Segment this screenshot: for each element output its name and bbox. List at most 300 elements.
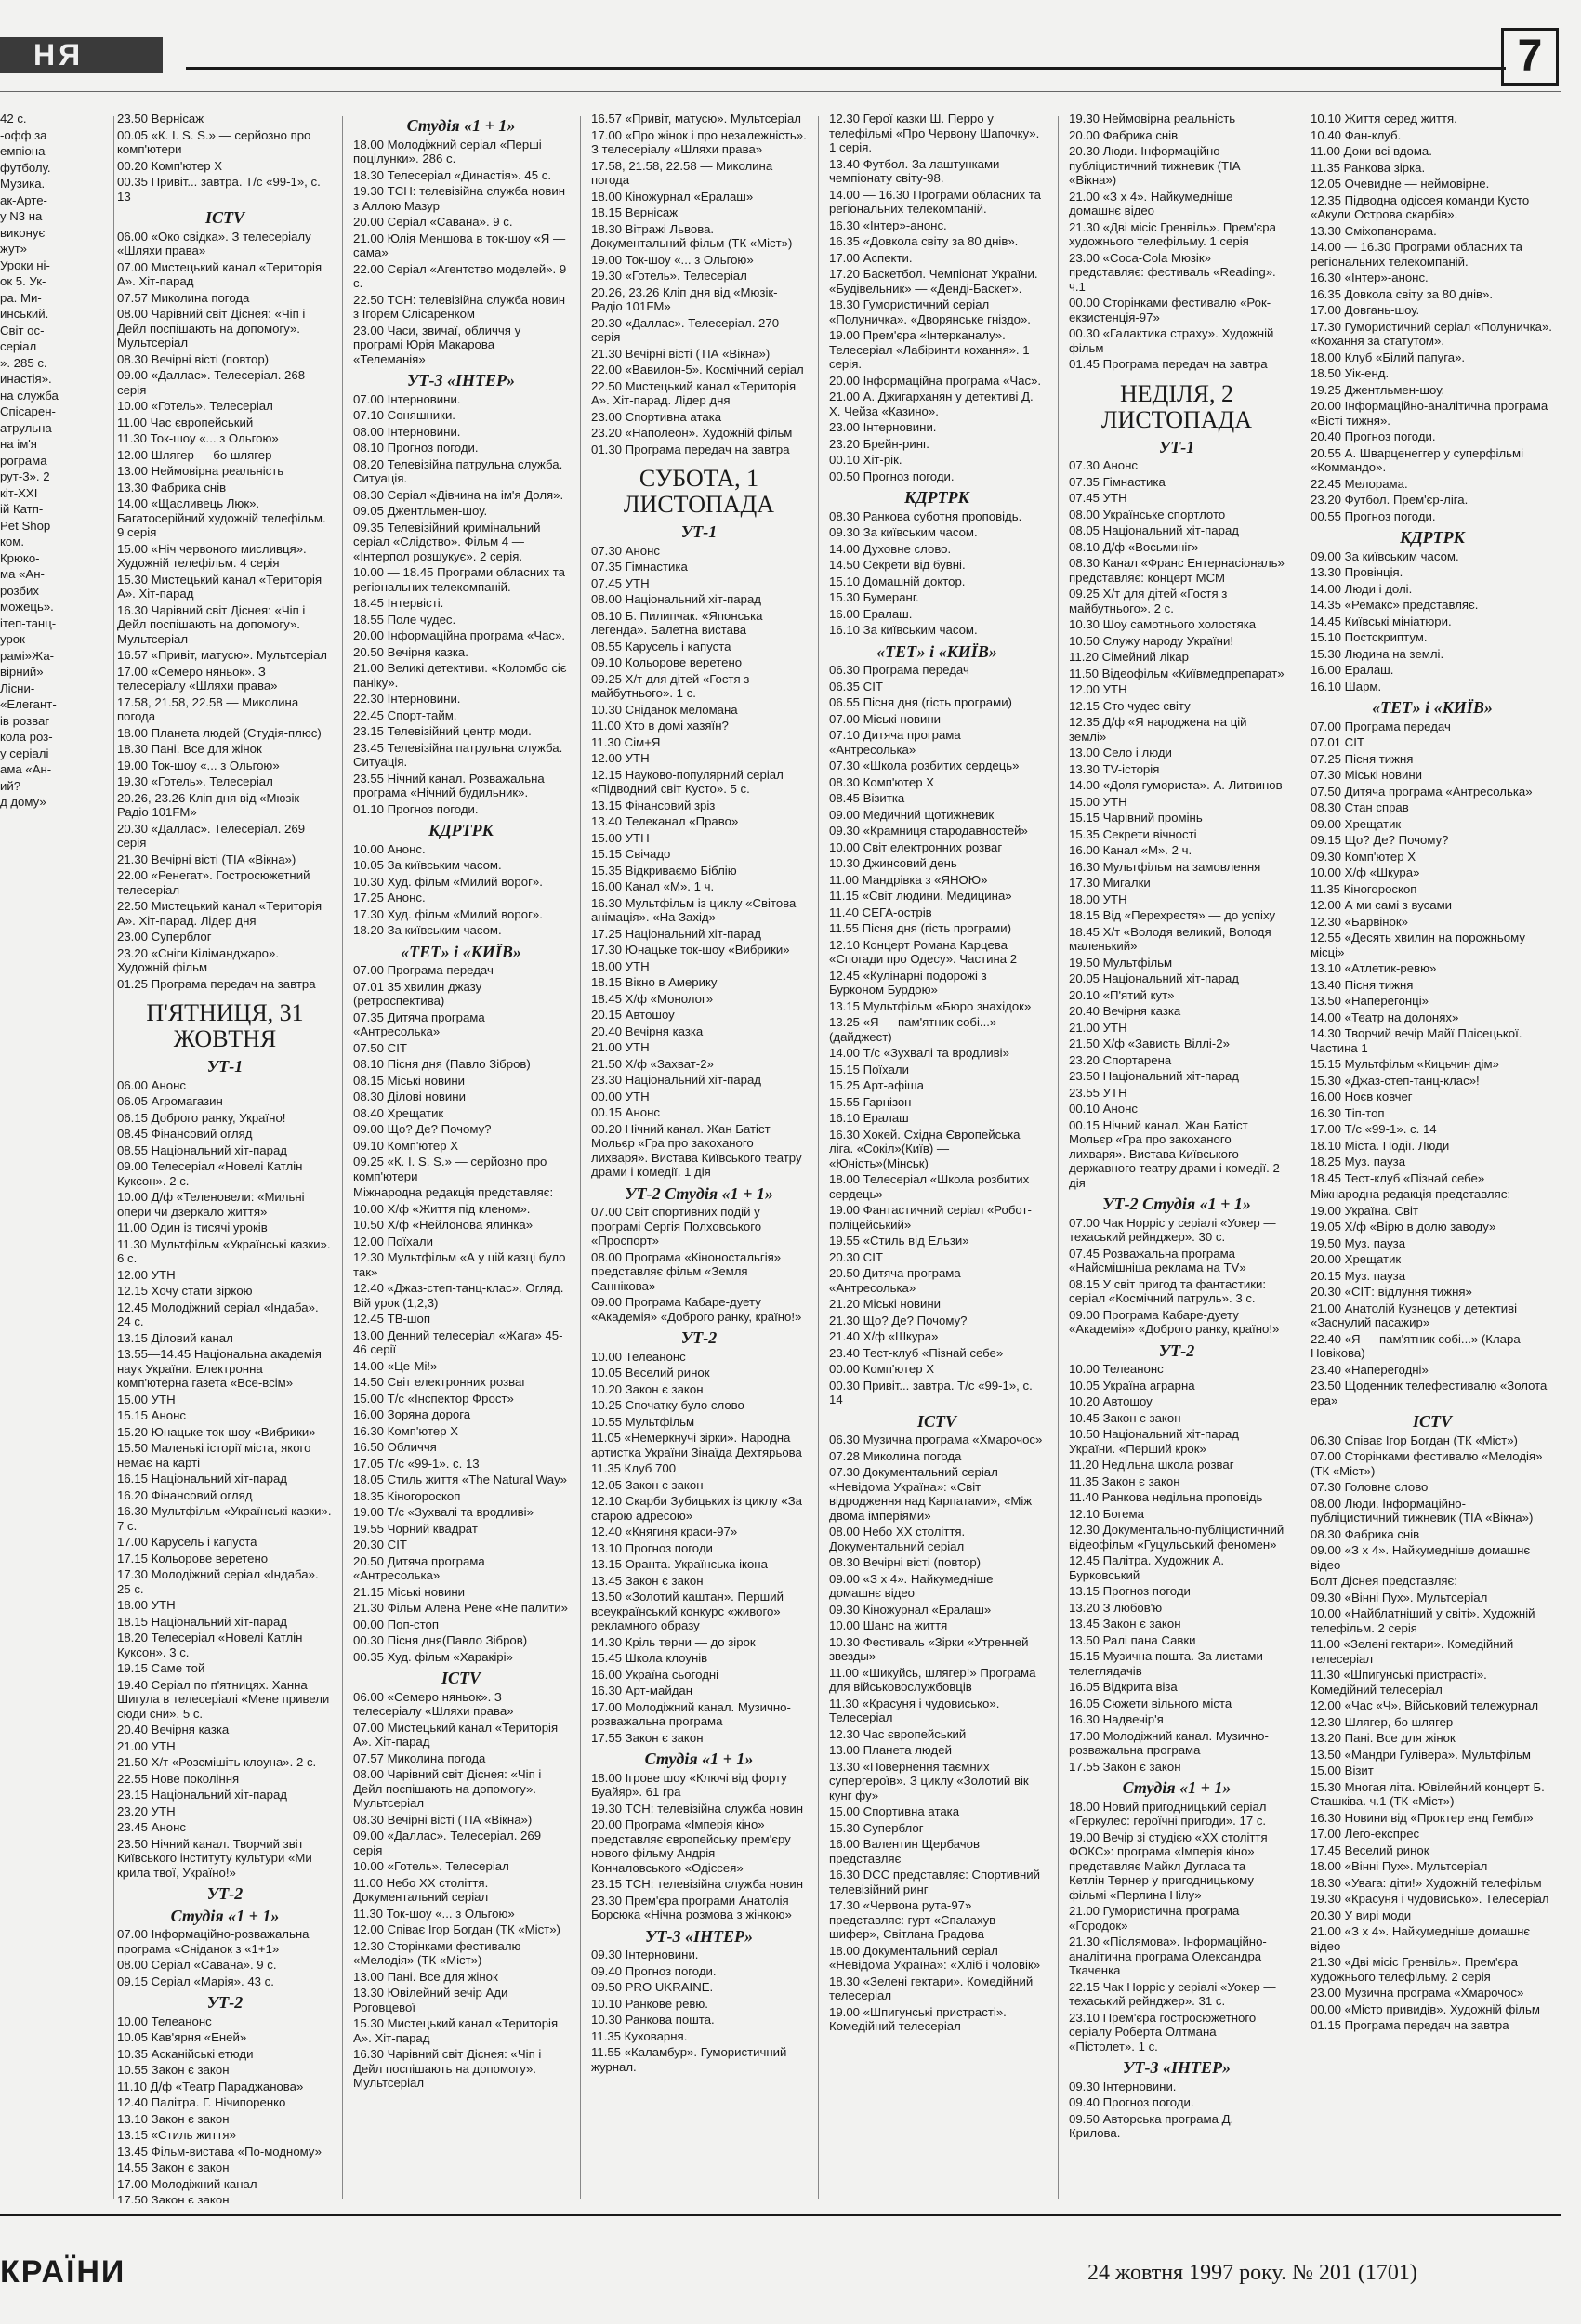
channel-heading: УТ-3 «ІНТЕР» — [644, 1926, 753, 1946]
listing-entry: 17.00 Аспекти. — [829, 250, 913, 265]
channel-heading: ICTV — [916, 1411, 956, 1431]
listing-entry: 20.00 Фабрика снів — [1069, 127, 1179, 142]
listing-entry: 17.00 Т/с «99-1». с. 14 — [1311, 1122, 1437, 1136]
listing-entry: 23.45 Телевізійна патрульна служба. Ситуація. — [353, 740, 563, 769]
listing-entry: 15.35 Секрети вічності — [1069, 826, 1197, 841]
schedule-column — [591, 112, 807, 2203]
channel-heading: ICTV — [204, 208, 244, 227]
listing-entry: 00.30 Привіт... завтра. Т/с «99-1», с. 14 — [829, 1378, 1033, 1406]
listing-entry: 07.30 Документальний серіал «Невідома Україна»: «Світ відродження над Карпатами», «Між двома імперіями» — [829, 1465, 1033, 1523]
listing-entry: 07.35 Гімнастика — [1069, 474, 1166, 489]
listing-entry: 10.30 Джинсовий день — [829, 856, 957, 870]
listing-entry: 23.55 УТН — [1069, 1085, 1127, 1100]
listing-entry: 15.00 УТН — [1069, 794, 1127, 809]
listing-entry: 22.50 ТСН: телевізійна служба новин з Ігорем Слісаренком — [353, 292, 565, 321]
listing-entry: 08.30 Ранкова суботня проповідь. — [829, 508, 1022, 523]
listing-entry: 13.40 Пісня тижня — [1311, 977, 1414, 992]
listing-entry: 08.45 Фінансовий огляд — [117, 1127, 253, 1141]
channel-heading: КДРТРК — [428, 821, 494, 839]
listing-entry: 16.00 Україна сьогодні — [591, 1667, 719, 1682]
listing-entry: 12.05 Закон є закон — [591, 1477, 704, 1492]
listing-entry: 00.20 Нічний канал. Жан Батіст Мольєр «Гра про закоханого лихваря». Вистава Київського театру драми і комедії. 1 дія — [591, 1121, 802, 1179]
listing-entry: 16.30 Комп'ютер Х — [353, 1423, 459, 1438]
listing-entry: 10.55 Закон є закон — [117, 2063, 230, 2077]
listing-entry: 15.15 Музична пошта. За листами телеглядачів — [1069, 1649, 1263, 1678]
listing-entry: 13.30 «Повернення таємних супергероїв». З циклу «Золотий вік кунг фу» — [829, 1759, 1029, 1802]
listing-entry: 00.00 УТН — [591, 1089, 650, 1103]
listing-entry: 15.30 Мистецький канал «Територія А». Хіт-парад — [117, 572, 323, 601]
listing-entry: 19.30 «Красуня і чудовисько». Телесеріал — [1311, 1892, 1549, 1906]
listing-entry: 08.30 Вечірні вісті (повтор) — [829, 1555, 982, 1569]
listing-entry: 21.00 «З х 4». Найкумедніше домашнє відео — [1311, 1924, 1531, 1953]
listing-entry: 23.30 Прем'єра програми Анатолія Борсюка «Нічна розмова з жінкою» — [591, 1893, 792, 1921]
listing-entry: 20.50 Вечірня казка. — [353, 644, 468, 659]
listing-entry: 15.25 Арт-афіша — [829, 1078, 924, 1092]
listing-entry: 06.00 Анонс — [117, 1077, 186, 1092]
listing-entry: 00.15 Анонс — [591, 1105, 660, 1119]
channel-heading: УТ-2 Студія «1 + 1» — [625, 1183, 773, 1203]
listing-entry: 14.45 Київські мініатюри. — [1311, 614, 1452, 628]
listing-entry: 07.30 «Школа розбитих сердець» — [829, 759, 1020, 772]
column-rule — [818, 116, 819, 2199]
listing-entry: 12.55 «Десять хвилин на порожньому місці» — [1311, 931, 1525, 959]
listing-entry: 18.00 Новий пригодницький серіал «Геркулес: героїчні пригоди». 17 с. — [1069, 1799, 1267, 1828]
listing-entry: 42 с. — [0, 112, 27, 125]
listing-entry: 20.00 Інформаційно-аналітична програма «Вісті тижня». — [1311, 399, 1548, 428]
listing-entry: 09.00 «З х 4». Найкумедніше домашнє відео — [1311, 1543, 1531, 1572]
listing-entry: 07.00 Чак Норріс у серіалі «Уокер — техаський рейнджер». 30 с. — [1069, 1215, 1276, 1244]
listing-entry: 21.00 УТН — [1069, 1020, 1127, 1035]
listing-entry: 12.30 Шлягер, бо шлягер — [1311, 1714, 1454, 1729]
listing-entry: 07.35 Гімнастика — [591, 560, 688, 574]
listing-entry: ій Катп- — [0, 502, 44, 516]
listing-entry: 10.30 Фестиваль «Зірки «Утренней звезды» — [829, 1634, 1029, 1663]
listing-entry: 16.30 Надвечір'я — [1069, 1712, 1164, 1726]
listing-entry: ра. Ми- — [0, 290, 42, 305]
listing-entry: 10.50 Х/ф «Нейлонова ялинка» — [353, 1218, 534, 1232]
listing-entry: 10.00 Світ електронних розваг — [829, 839, 1003, 854]
channel-heading: Студія «1 + 1» — [1122, 1778, 1232, 1797]
channel-heading: УТ-2 — [1158, 1340, 1195, 1360]
listing-entry: 11.00 «Шикуйсь, шлягер!» Програма для військовослужбовців — [829, 1665, 1036, 1694]
listing-entry: ів розваг — [0, 713, 50, 728]
listing-entry: 16.05 Сюжети вільного міста — [1069, 1696, 1232, 1710]
listing-entry: 12.40 «Джаз-степ-танц-клас». Огляд. Вій урок (1,2,3) — [353, 1281, 564, 1310]
listing-entry: 09.35 Телевізійний кримінальний серіал «Слідство». Фільм 4 — «Інтерпол розшукує». 2 серія. — [353, 520, 541, 563]
listing-entry: 13.15 «Стиль життя» — [117, 2128, 236, 2142]
listing-entry: 21.00 А. Джигарханян у детективі Д. Х. Чейза «Казино». — [829, 390, 1034, 418]
day-heading: СУБОТА, 1 ЛИСТОПАДА — [623, 465, 775, 518]
listing-entry: 10.00 Телеанонс — [1069, 1362, 1164, 1376]
listing-entry: 12.00 Співає Ігор Богдан (ТК «Міст») — [353, 1922, 560, 1936]
listing-entry: 08.00 Люди. Інформаційно-публіцистичний тижневик (ТІА «Вікна») — [1311, 1496, 1534, 1525]
listing-entry: 23.50 Вернісаж — [117, 112, 204, 125]
listing-entry: 06.30 Програма передач — [829, 663, 969, 677]
listing-entry: 07.30 Міські новини — [1311, 768, 1423, 782]
listing-entry: 20.30 «СІТ: відлуння тижня» — [1311, 1285, 1472, 1299]
listing-entry: 09.00 Програма Кабаре-дуету «Академія» «Доброго ранку, країно!» — [591, 1295, 802, 1324]
listing-entry: 06.35 СІТ — [829, 679, 883, 693]
listing-entry: 20.40 Вечірня казка — [117, 1723, 230, 1736]
listing-entry: 11.30 «Красуня і чудовисько». Телесеріал — [829, 1696, 1000, 1724]
listing-entry: 16.30 Мультфільм на замовлення — [1069, 859, 1261, 874]
listing-entry: 08.10 Д/ф «Восьминіг» — [1069, 539, 1199, 554]
listing-entry: 10.00 Анонс. — [353, 841, 426, 856]
listing-entry: 22.00 Серіал «Агентство моделей». 9 с. — [353, 261, 567, 290]
listing-entry: 20.50 Дитяча програма «Антресолька» — [829, 1266, 961, 1295]
day-heading: НЕДІЛЯ, 2 ЛИСТОПАДА — [1100, 379, 1253, 433]
listing-entry: 20.00 Серіал «Савана». 9 с. — [353, 215, 513, 229]
listing-entry: 13.15 Оранта. Українська ікона — [591, 1557, 768, 1571]
listing-entry: 10.10 Ранкове ревю. — [591, 1996, 708, 2011]
listing-entry: 15.45 Школа клоунів — [591, 1651, 708, 1665]
listing-entry: 08.00 Українське спортлото — [1069, 507, 1226, 522]
listing-entry: 14.55 Закон є закон — [117, 2160, 230, 2174]
listing-entry: ». 285 с. — [0, 355, 47, 370]
listing-entry: 13.40 Футбол. За лаштунками чемпіонату світу-98. — [829, 156, 1000, 185]
listing-entry: 12.30 Документально-публіцистичний відеофільм «Гуцульський феномен» — [1069, 1523, 1285, 1552]
listing-entry: 11.35 Закон є закон — [1069, 1473, 1180, 1488]
listing-entry: 21.50 Х/ф «Зависть Віллі-2» — [1069, 1037, 1230, 1050]
listing-entry: 11.35 Клуб 700 — [591, 1461, 677, 1475]
listing-entry: 11.00 Хто в домі хазяїн? — [591, 719, 729, 733]
listing-entry: 10.30 Сніданок меломана — [591, 702, 738, 717]
listing-entry: виконує — [0, 225, 46, 240]
listing-entry: 22.45 Спорт-тайм. — [353, 707, 457, 722]
listing-entry: 20.00 Інформаційна програма «Час». — [829, 373, 1042, 388]
listing-entry: 18.30 «Увага: діти!» Художній телефільм — [1311, 1875, 1542, 1890]
listing-entry: 13.45 Фільм-вистава «По-модному» — [117, 2144, 322, 2159]
listing-entry: 15.00 УТН — [591, 830, 650, 845]
listing-entry: 09.00 Телесеріал «Новелі Катлін Куксон». 2 с. — [117, 1159, 303, 1188]
listing-entry: 12.30 Сторінками фестивалю «Мелодія» (ТК «Міст») — [353, 1938, 521, 1967]
column-rule — [1058, 116, 1059, 2199]
listing-entry: рамі»Жа- — [0, 648, 55, 663]
listing-entry: 13.15 Діловий канал — [117, 1330, 233, 1345]
listing-entry: 20.40 Вечірня казка — [1069, 1004, 1181, 1018]
listing-entry: 15.00 УТН — [117, 1392, 176, 1406]
listing-entry: 08.10 Прогноз погоди. — [353, 441, 479, 455]
listing-entry: 21.30 «Дві місіс Гренвіль». Прем'єра художнього телефільму. 1 серія — [1069, 219, 1276, 248]
listing-entry: 09.10 Кольорове веретено — [591, 655, 743, 669]
listing-entry: 07.01 35 хвилин джазу (ретроспектива) — [353, 979, 482, 1008]
listing-entry: 14.00 Т/с «Зухвалі та вродливі» — [829, 1046, 1009, 1060]
listing-entry: 10.00 Д/ф «Теленовели: «Мильні опери чи дзеркало життя» — [117, 1190, 305, 1219]
listing-entry: 07.45 Розважальна програма «Найсмішніша реклама на TV» — [1069, 1246, 1246, 1274]
listing-entry: 06.00 «Око свідка». З телесеріалу «Шляхи права» — [117, 229, 311, 257]
listing-entry: 09.15 Серіал «Марія». 43 с. — [117, 1974, 274, 1988]
listing-entry: ама «Ан- — [0, 762, 52, 776]
listing-entry: 18.30 Пані. Все для жінок — [117, 742, 262, 756]
listing-entry: 15.10 Постскриптум. — [1311, 630, 1428, 644]
listing-entry: 10.05 Кав'ярня «Еней» — [117, 2030, 247, 2044]
listing-entry: 13.50 «Мандри Гулівера». Мультфільм — [1311, 1747, 1531, 1762]
listing-entry: 11.30 Ток-шоу «... з Ольгою» — [117, 431, 279, 445]
channel-heading: Студія «1 + 1» — [170, 1906, 280, 1925]
listing-entry: 10.00 Телеанонс — [591, 1349, 686, 1364]
listing-entry: 17.00 «Про жінок і про незалежність». З телесеріалу «Шляхи права» — [591, 127, 807, 156]
listing-entry: 19.30 «Готель». Телесеріал — [591, 269, 747, 283]
listing-entry: 19.05 Х/ф «Вірю в долю заводу» — [1311, 1220, 1496, 1234]
listing-entry: 08.30 Стан справ — [1311, 800, 1409, 814]
listing-entry: 16.57 «Привіт, матусю». Мультсеріал — [591, 112, 801, 125]
listing-entry: 10.55 Мультфільм — [591, 1414, 695, 1429]
listing-entry: 19.40 Серіал по п'ятницях. Ханна Шигула в телесеріалі «Мене привели сюди сни». 5 с. — [117, 1677, 330, 1721]
listing-entry: 10.40 Фан-клуб. — [1311, 127, 1402, 142]
listing-entry: 16.10 Шарм. — [1311, 679, 1382, 693]
listing-entry: 18.45 Х/т «Володя великий, Володя маленький» — [1069, 924, 1271, 953]
listing-entry: 12.40 «Княгиня краси-97» — [591, 1525, 738, 1538]
listing-entry: 11.10 Д/ф «Театр Параджанова» — [117, 2079, 304, 2093]
listing-entry: 15.30 Суперблог — [829, 1820, 924, 1835]
listing-entry: 12.40 Палітра. Г. Нічипоренко — [117, 2095, 286, 2109]
listing-entry: 08.30 Канал «Франс Ентернасіональ» представляє: концерт МСМ — [1069, 556, 1285, 585]
listing-entry: 09.40 Прогноз погоди. — [1069, 2095, 1194, 2109]
listing-entry: 19.00 Прем'єра «Інтерканалу». Телесеріал «Лабіринти кохання». 1 серія. — [829, 328, 1030, 371]
listing-entry: 18.00 «Вінні Пух». Мультсеріал — [1311, 1859, 1488, 1873]
listing-entry: 13.45 Закон є закон — [591, 1573, 704, 1588]
listing-entry: 07.25 Пісня тижня — [1311, 751, 1414, 766]
listing-entry: емпіона- — [0, 144, 49, 158]
listing-entry: 11.00 «Зелені гектари». Комедійний телесеріал — [1311, 1637, 1514, 1666]
listing-entry: 20.26, 23.26 Кліп дня від «Мюзік-Радіо 101FM» — [591, 284, 778, 313]
listing-entry: y N3 на — [0, 209, 43, 223]
listing-entry: 15.15 Свічадо — [591, 847, 671, 861]
listing-entry: 09.30 Кіножурнал «Ералаш» — [829, 1602, 992, 1617]
listing-entry: 19.00 Україна. Світ — [1311, 1203, 1418, 1218]
listing-entry: 09.00 Що? Де? Почому? — [353, 1122, 492, 1136]
listing-entry: 08.00 Програма «Кіноностальгія» представляє фільм «Земля Саннікова» — [591, 1249, 782, 1293]
listing-entry: 08.55 Національний хіт-парад — [117, 1142, 287, 1157]
listing-entry: 13.00 Денний телесеріал «Жага» 45-46 серії — [353, 1327, 563, 1356]
listing-entry: 11.15 «Світ людини. Медицина» — [829, 889, 1012, 903]
listing-entry: 10.00 Шанс на життя — [829, 1618, 948, 1632]
listing-entry: 23.50 Нічний канал. Творчий звіт Київського інституту культури «Ми крила твої, Україно!» — [117, 1836, 312, 1880]
listing-entry: 11.30 Сім+Я — [591, 734, 661, 749]
listing-entry: 18.45 Х/ф «Монолог» — [591, 991, 714, 1006]
listing-entry: 07.45 УТН — [1069, 491, 1127, 505]
listing-entry: 00.10 Анонс — [1069, 1102, 1138, 1116]
listing-entry: 10.50 Національний хіт-парад України. «Перший крок» — [1069, 1427, 1239, 1456]
listing-entry: 22.30 Інтерновини. — [353, 692, 461, 706]
listing-entry: 21.00 Гумористична програма «Городок» — [1069, 1904, 1240, 1933]
listing-entry: 11.40 Ранкова недільна проповідь — [1069, 1490, 1263, 1504]
listing-entry: 20.30 СІТ — [353, 1538, 407, 1552]
listing-entry: 19.00 «Шпигунські пристрасті». Комедійний телесеріал — [829, 2004, 1007, 2033]
schedule-column — [1069, 112, 1285, 2203]
listing-entry: 19.50 Муз. пауза — [1311, 1235, 1406, 1250]
listing-entry: 15.35 Відкриваємо Біблію — [591, 863, 737, 878]
listing-entry: 09.00 «Даллас». Телесеріал. 268 серія — [117, 368, 306, 397]
listing-entry: 12.15 Сто чудес світу — [1069, 698, 1191, 713]
listing-entry: 01.30 Програма передач на завтра — [591, 442, 790, 456]
listing-entry: 08.00 Чарівний світ Діснея: «Чіп і Дейл поспішають на допомогу». Мультсеріал — [353, 1767, 542, 1810]
listing-entry: 11.30 Мультфільм «Українські казки». 6 с. — [117, 1236, 331, 1265]
listing-entry: 18.35 Кіногороскоп — [353, 1488, 461, 1503]
listing-entry: 13.20 Пані. Все для жінок — [1311, 1731, 1456, 1745]
listing-entry: 00.00 «Місто привидів». Художній фільм — [1311, 2001, 1540, 2016]
listing-entry: 16.15 Національний хіт-парад — [117, 1472, 287, 1486]
listing-entry: 20.00 Хрещатик — [1311, 1252, 1402, 1266]
listing-entry: 06.55 Пісня дня (гість програми) — [829, 695, 1012, 709]
listing-entry: 10.30 Ранкова пошта. — [591, 2013, 715, 2027]
listing-entry: 20.30 «Даллас». Телесеріал. 269 серія — [117, 821, 306, 850]
listing-entry: 20.15 Муз. пауза — [1311, 1268, 1406, 1283]
channel-heading: УТ-2 — [680, 1328, 718, 1347]
listing-entry: 21.20 Міські новини — [829, 1297, 942, 1311]
listing-entry: 00.35 Привіт... завтра. Т/с «99-1», с. 13 — [117, 175, 321, 204]
listing-entry: Міжнародна редакція представляє: — [1311, 1187, 1511, 1201]
listing-entry: 17.05 Т/с «99-1». с. 13 — [353, 1456, 480, 1471]
listing-entry: 13.00 Село і люди — [1069, 746, 1172, 759]
listing-entry: 17.30 Молодіжний серіал «Індаба». 25 с. — [117, 1567, 319, 1596]
listing-entry: 16.00 Валентин Щербачов представляє — [829, 1837, 980, 1866]
listing-entry: 16.00 Зоряна дорога — [353, 1407, 471, 1421]
channel-heading: УТ-1 — [1158, 437, 1195, 456]
listing-entry: 09.30 «Вінні Пух». Мультсеріал — [1311, 1590, 1488, 1604]
listing-entry: 08.30 Фабрика снів — [1311, 1526, 1420, 1541]
listing-entry: Лісни- — [0, 680, 35, 695]
listing-entry: 09.25 Х/т для дітей «Гостя з майбутнього». 2 с. — [1069, 587, 1228, 615]
listing-entry: 18.00 УТН — [117, 1598, 176, 1612]
listing-entry: 12.15 Науково-популярний серіал «Підводний світ Кусто». 5 с. — [591, 767, 784, 796]
listing-entry: 23.50 Національний хіт-парад — [1069, 1069, 1239, 1083]
listing-entry: д дому» — [0, 795, 46, 809]
listing-entry: 07.50 СІТ — [353, 1040, 407, 1055]
listing-entry: 07.35 Дитяча програма «Антресолька» — [353, 1010, 485, 1038]
channel-heading: УТ-1 — [680, 522, 718, 541]
listing-entry: 13.50 «Золотий каштан». Перший всеукраїнський конкурс «живого» рекламного образу — [591, 1590, 784, 1632]
listing-entry: 13.00 Пані. Все для жінок — [353, 1969, 498, 1984]
listing-entry: 14.00 — 16.30 Програми обласних та регіональних телекомпаній. — [1311, 240, 1522, 269]
listing-entry: 13.30 Ювілейний вечір Ади Роговцевої — [353, 1986, 508, 2014]
listing-entry: 09.00 Медичний щотижневик — [829, 807, 995, 822]
listing-entry: 14.30 Творчий вечір Майї Плісецької. Частина 1 — [1311, 1026, 1522, 1055]
listing-entry: 11.55 Пісня дня (гість програми) — [829, 921, 1011, 935]
listing-entry: 11.35 Ранкова зірка. — [1311, 160, 1426, 175]
listing-entry: 12.30 «Барвінок» — [1311, 914, 1408, 929]
listing-entry: 19.00 Вечір зі студією «XX століття ФОКС»: програма «Імперія кіно» представляє Майкл Дугласа та Кетлін Тернер у пригодницькому фільмі «Перлина Нілу» — [1069, 1829, 1268, 1902]
listing-entry: 09.50 Авторська програма Д. Крилова. — [1069, 2111, 1234, 2140]
listing-entry: 21.15 Міські новини — [353, 1584, 466, 1599]
listing-entry: 08.20 Телевізійна патрульна служба. Ситуація. — [353, 456, 563, 485]
listing-entry: 15.15 Анонс — [117, 1408, 186, 1422]
listing-entry: 13.30 Фабрика снів — [117, 480, 227, 495]
channel-heading: «ТЕТ» і «КИЇВ» — [401, 942, 521, 961]
listing-entry: 09.00 Програма Кабаре-дуету «Академія» «Доброго ранку, країно!» — [1069, 1307, 1280, 1336]
listing-entry: 23.20 Брейн-ринг. — [829, 436, 929, 451]
listing-entry: Pet Shop — [0, 518, 51, 533]
listing-entry: 21.00 Юлія Меншова в ток-шоу «Я — сама» — [353, 231, 566, 259]
listing-entry: 01.10 Прогноз погоди. — [353, 801, 479, 816]
listing-entry: жут» — [0, 242, 27, 256]
channel-heading: ICTV — [441, 1669, 481, 1687]
listing-entry: Музика. — [0, 177, 46, 191]
listing-entry: 10.00 Х/ф «Шкура» — [1311, 865, 1420, 879]
listing-entry: 10.50 Служу народу України! — [1069, 633, 1234, 648]
column-rule — [113, 116, 114, 2199]
listing-entry: 07.28 Миколина погода — [829, 1448, 962, 1463]
listing-entry: 18.00 Ігрове шоу «Ключі від форту Буайяр». 61 гра — [591, 1770, 787, 1799]
column-rule — [580, 116, 581, 2199]
listing-entry: 09.00 «З х 4». Найкумедніше домашнє відео — [829, 1571, 994, 1600]
channel-heading: УТ-3 «ІНТЕР» — [1122, 2058, 1231, 2077]
listing-entry: 20.05 Національний хіт-парад — [1069, 971, 1239, 985]
listing-entry: 21.00 Анатолій Кузнецов у детективі «Заснулий пасажир» — [1311, 1301, 1518, 1329]
listing-entry: 14.00 Духовне слово. — [829, 541, 952, 556]
listing-entry: инський. — [0, 307, 49, 321]
schedule-column — [353, 112, 569, 2203]
listing-entry: 17.30 Гумористичний серіал «Полуничка». «Кохання за статутом». — [1311, 319, 1552, 348]
listing-entry: 10.00 — 18.45 Програми обласних та регіональних телекомпаній. — [353, 565, 565, 594]
listing-entry: 07.57 Миколина погода — [117, 290, 250, 305]
listing-entry: 16.10 Ералаш — [829, 1111, 909, 1125]
listing-entry: 15.15 Поїхали — [829, 1062, 909, 1076]
listing-entry: 20.10 «П'ятий кут» — [1069, 987, 1175, 1002]
listing-entry: 08.05 Національний хіт-парад — [1069, 523, 1239, 537]
listing-entry: 19.30 ТСН: телевізійна служба новин — [591, 1801, 803, 1816]
listing-entry: 13.15 Фінансовий зріз — [591, 798, 716, 812]
listing-entry: 15.30 «Джаз-степ-танц-клас»! — [1311, 1073, 1480, 1088]
listing-entry: 15.15 Мультфільм «Кицьчин дім» — [1311, 1057, 1499, 1071]
listing-entry: 11.50 Відеофільм «Київмедпрепарат» — [1069, 666, 1285, 680]
listing-entry: 15.30 Многая літа. Ювілейний концерт Б. Сташківа. ч.1 (ТК «Міст») — [1311, 1779, 1545, 1808]
listing-entry: 15.30 Людина на землі. — [1311, 646, 1444, 661]
listing-entry: 13.10 «Атлетик-ревю» — [1311, 961, 1437, 975]
listing-entry: 21.30 Вечірні вісті (ТІА «Вікна») — [591, 346, 771, 361]
listing-entry: 19.15 Саме той — [117, 1661, 205, 1675]
listing-entry: 16.30 Арт-майдан — [591, 1684, 693, 1697]
listing-entry: Міжнародна редакція представляє: — [353, 1185, 554, 1199]
listing-entry: 00.10 Хіт-рік. — [829, 453, 902, 467]
listing-entry: 08.00 Інтерновини. — [353, 424, 461, 439]
listing-entry: 16.00 Канал «М». 2 ч. — [1069, 843, 1192, 857]
listing-entry: 12.30 Мультфільм «А у цій казці було так» — [353, 1250, 566, 1279]
listing-entry: 20.40 Прогноз погоди. — [1311, 429, 1436, 443]
channel-heading: «ТЕТ» і «КИЇВ» — [1372, 698, 1493, 717]
listing-entry: вірний» — [0, 665, 44, 679]
listing-entry: 09.00 «Даллас». Телесеріал. 269 серія — [353, 1829, 542, 1857]
listing-entry: 00.55 Прогноз погоди. — [1311, 508, 1436, 523]
listing-entry: 09.30 За київським часом. — [829, 525, 978, 539]
listing-entry: 16.30 Тіп-топ — [1311, 1105, 1385, 1120]
listing-entry: 16.30 «Інтер»-анонс. — [829, 218, 947, 232]
listing-entry: 21.30 Вечірні вісті (ТІА «Вікна») — [117, 852, 296, 866]
listing-entry: 14.35 «Ремакс» представляє. — [1311, 598, 1479, 612]
listing-entry: 18.15 Від «Перехрестя» — до успіху — [1069, 908, 1276, 922]
listing-entry: 07.10 Дитяча програма «Антресолька» — [829, 728, 961, 757]
listing-entry: Уроки ні- — [0, 257, 50, 272]
listing-entry: 01.15 Програма передач на завтра — [1311, 2018, 1509, 2032]
listing-entry: 11.00 Мандрівка з «ЯНОЮ» — [829, 872, 988, 887]
listing-entry: 17.45 Веселий ринок — [1311, 1842, 1429, 1857]
listing-entry: 15.00 «Ніч червоного мисливця». Художній телефільм. 4 серія — [117, 541, 307, 570]
listing-entry: 13.30 Провінція. — [1311, 565, 1403, 579]
listing-entry: 09.25 «К. І. S. S.» — серйозно про комп'ютери — [353, 1155, 547, 1183]
listing-entry: 12.00 Шлягер — бо шлягер — [117, 447, 272, 462]
listing-entry: 17.30 «Червона рута-97» представляє: гурт «Спалахув шифер», Світлана Градова — [829, 1898, 996, 1941]
masthead — [0, 0, 1581, 121]
listing-entry: 12.00 УТН — [591, 751, 650, 765]
listing-entry: 18.30 «Зелені гектари». Комедійний телесеріал — [829, 1974, 1034, 2002]
listing-entry: 21.40 Х/ф «Шкура» — [829, 1329, 939, 1343]
masthead-rule — [186, 67, 1506, 70]
listing-entry: 06.30 Співає Ігор Богдан (ТК «Міст») — [1311, 1433, 1518, 1447]
listing-entry: ак-Арте- — [0, 192, 47, 207]
listing-entry: 20.00 Програма «Імперія кіно» представляє європейську прем'єру нового фільму Андрія Кончаловського «Одіссея» — [591, 1817, 791, 1875]
listing-entry: 00.50 Прогноз погоди. — [829, 469, 955, 483]
listing-entry: 16.30 Чарівний світ Діснея: «Чіп і Дейл поспішають на допомогу». Мультсеріал — [117, 602, 306, 646]
